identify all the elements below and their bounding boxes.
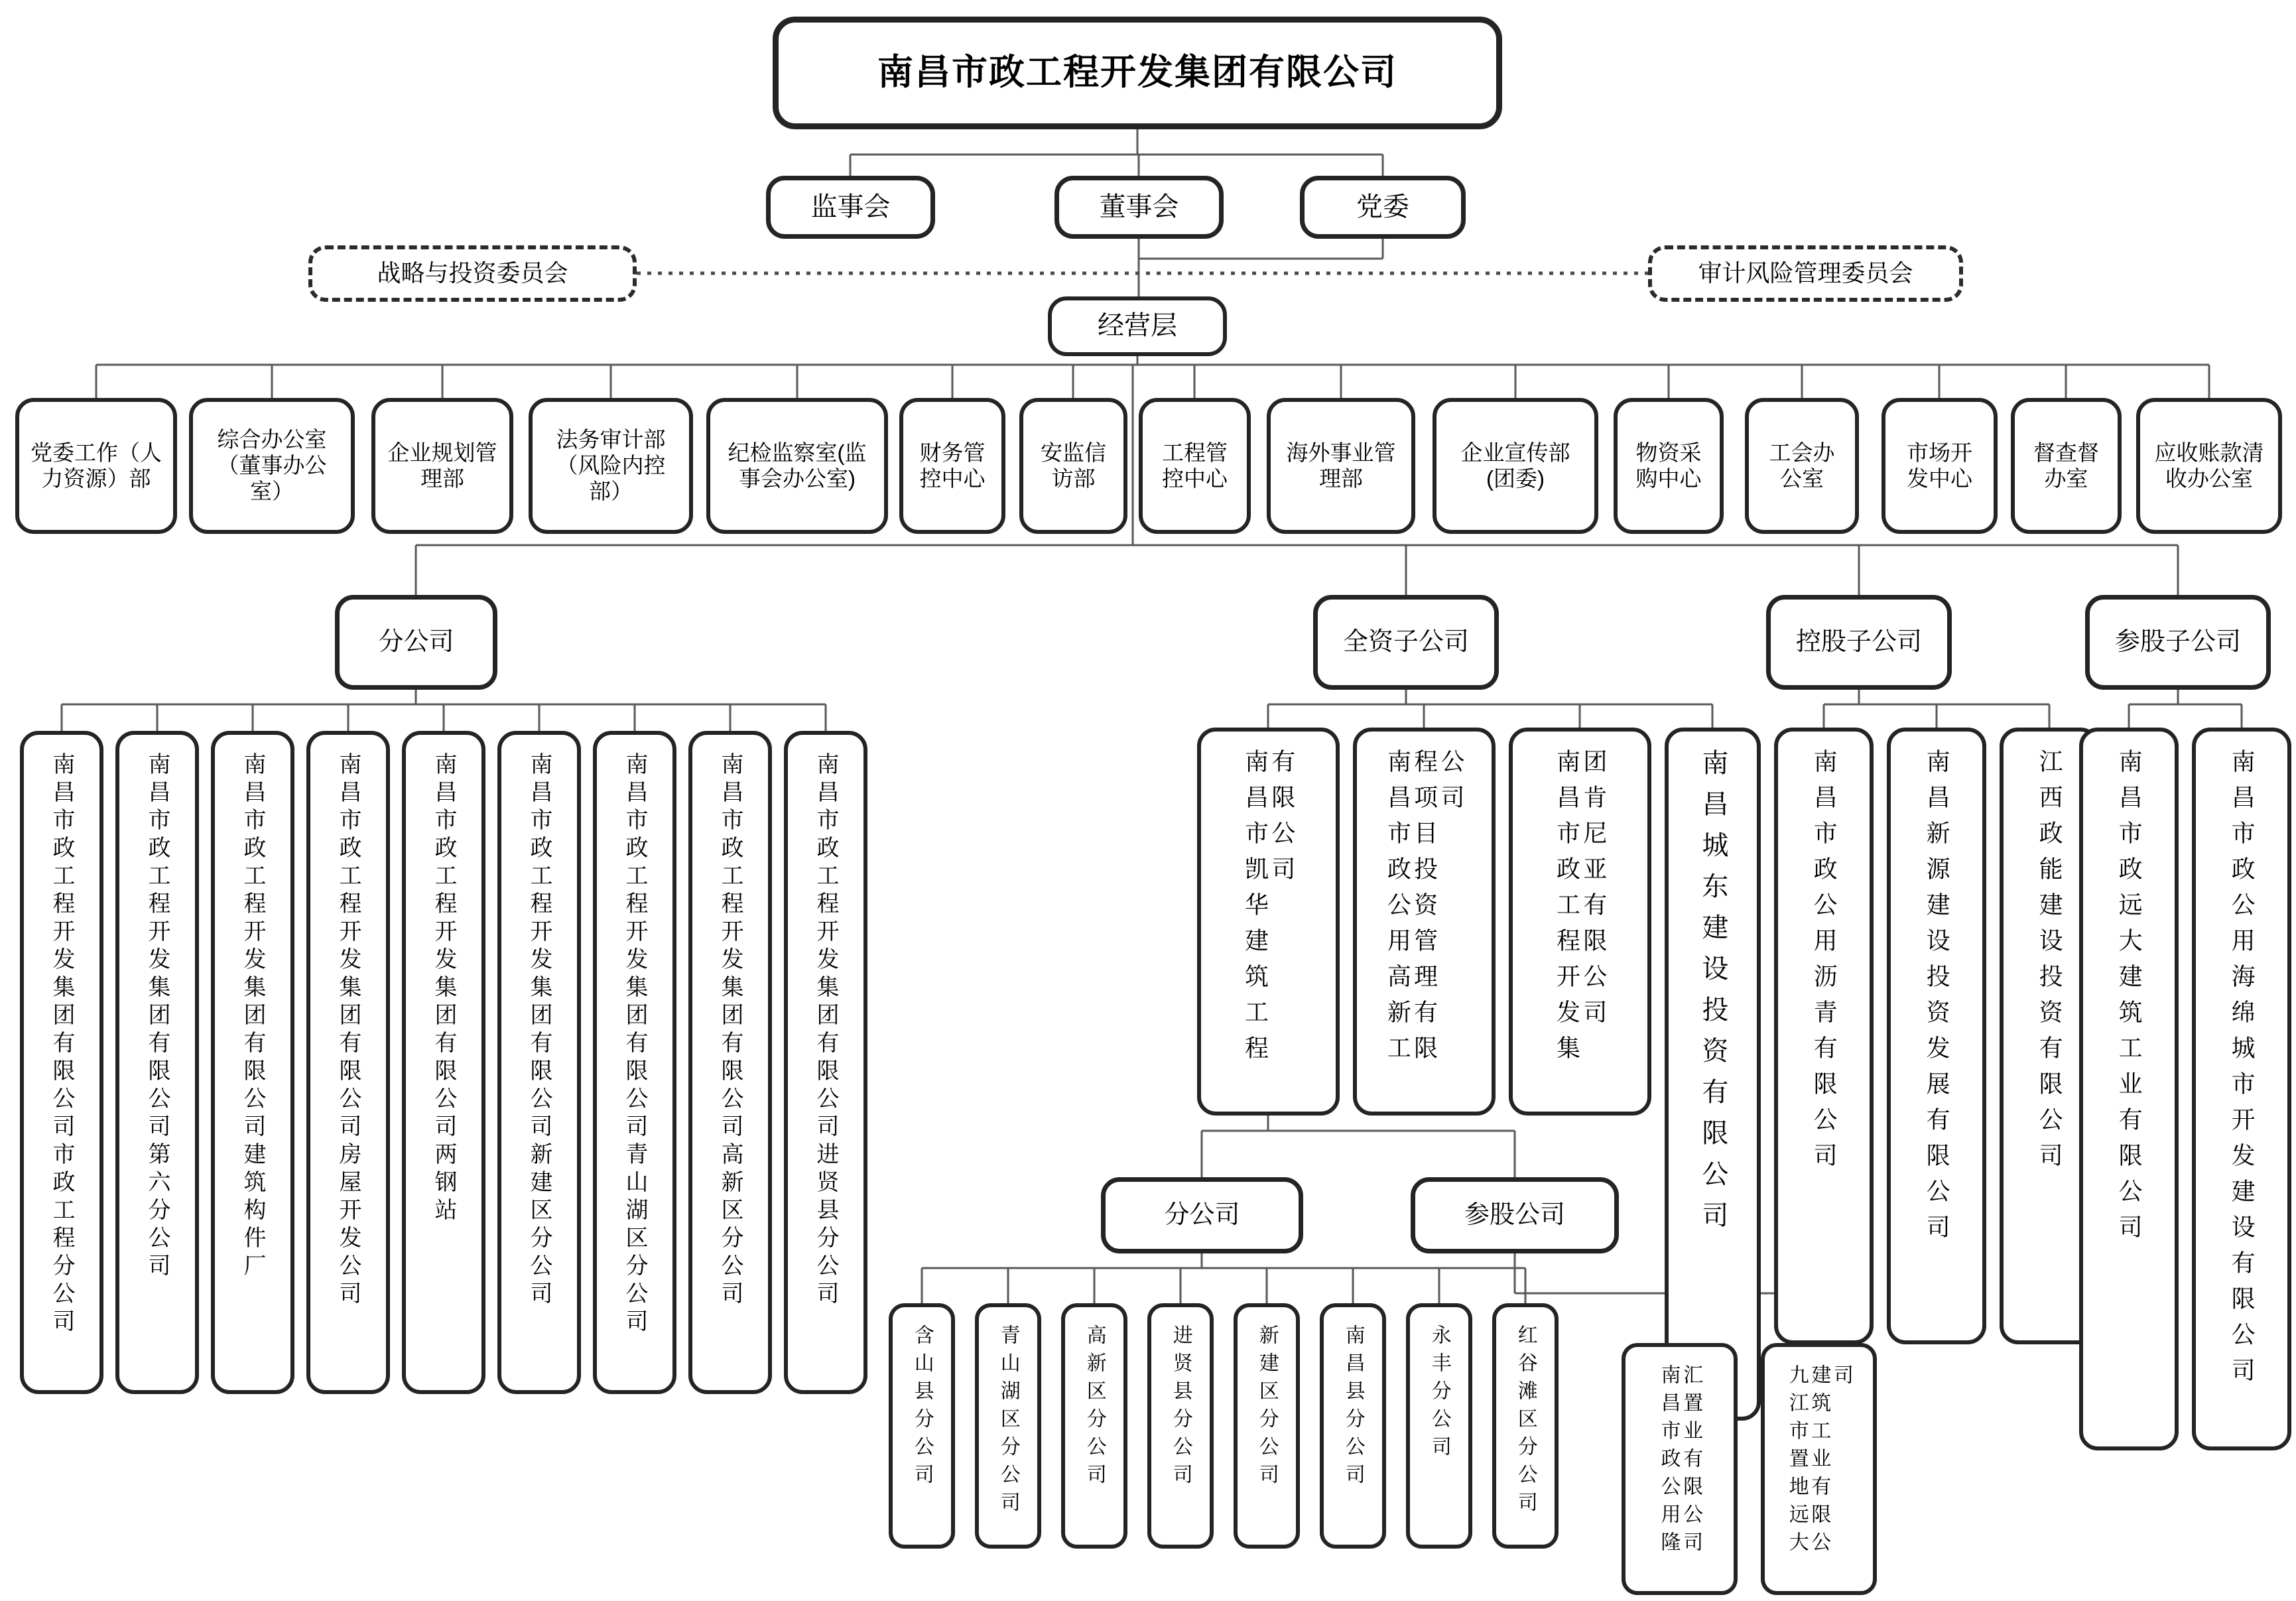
branch-company-box bbox=[784, 731, 867, 1394]
holding-subsidiary-box bbox=[1887, 728, 1986, 1344]
kaihua-branch-name: 含山县分公司 bbox=[911, 1324, 933, 1492]
kaihua-equity-category-box: 参股公司 bbox=[1411, 1177, 1619, 1253]
wholly-owned-subsidiary-box bbox=[1509, 728, 1651, 1116]
department-box: 党委工作（人力资源）部 bbox=[15, 398, 177, 534]
kaihua-branch-box bbox=[889, 1303, 955, 1549]
kaihua-branch-box bbox=[1147, 1303, 1214, 1549]
party-committee-box: 党委 bbox=[1300, 176, 1466, 239]
kaihua-branch-name: 青山湖区分公司 bbox=[997, 1324, 1019, 1519]
branch-company-name: 南昌市政工程开发集团有限公司建筑构件厂 bbox=[240, 752, 266, 1281]
branch-company-box bbox=[402, 731, 485, 1394]
department-box: 安监信访部 bbox=[1019, 398, 1127, 534]
equity-subsidiary-box bbox=[2192, 728, 2291, 1450]
subsidiary-name: 南昌新源建设投资发展有限公司 bbox=[1923, 749, 1951, 1250]
category-branch-companies-box: 分公司 bbox=[335, 595, 497, 690]
subsidiary-name: 南昌市政工程开发集团肯尼亚有限公司 bbox=[1553, 749, 1608, 1071]
branch-company-box bbox=[20, 731, 103, 1394]
kaihua-equity-company-box bbox=[1622, 1343, 1738, 1595]
kaihua-branch-box bbox=[1234, 1303, 1300, 1549]
subsidiary-name: 南昌市政远大建筑工业有限公司 bbox=[2116, 749, 2143, 1250]
kaihua-branch-box bbox=[1406, 1303, 1472, 1549]
kaihua-branch-name: 新建区分公司 bbox=[1255, 1324, 1278, 1492]
branch-company-box bbox=[593, 731, 676, 1394]
kaihua-branch-box bbox=[1320, 1303, 1386, 1549]
department-box: 工会办公室 bbox=[1745, 398, 1859, 534]
subsidiary-name: 南昌市政公用沥青有限公司 bbox=[1811, 749, 1838, 1179]
kaihua-branch-name: 南昌县分公司 bbox=[1342, 1324, 1364, 1492]
branch-company-name: 南昌市政工程开发集团有限公司新建区分公司 bbox=[527, 752, 552, 1309]
branch-company-name: 南昌市政工程开发集团有限公司青山湖区分公司 bbox=[622, 752, 648, 1337]
kaihua-equity-company-box bbox=[1761, 1343, 1877, 1595]
category-wholly-owned-box: 全资子公司 bbox=[1313, 595, 1499, 690]
department-box: 应收账款清收办公室 bbox=[2136, 398, 2282, 534]
kaihua-branch-name: 进贤县分公司 bbox=[1169, 1324, 1192, 1492]
wholly-owned-subsidiary-box bbox=[1353, 728, 1496, 1116]
kaihua-branch-box bbox=[1492, 1303, 1559, 1549]
branch-company-name: 南昌市政工程开发集团有限公司高新区分公司 bbox=[718, 752, 743, 1309]
branch-company-box bbox=[115, 731, 199, 1394]
kaihua-equity-company-name: 南昌市政公用隆汇置业有限公司 bbox=[1657, 1364, 1702, 1559]
management-layer-box: 经营层 bbox=[1048, 296, 1227, 356]
category-holding-subs-box: 控股子公司 bbox=[1766, 595, 1952, 690]
holding-subsidiary-box bbox=[1774, 728, 1874, 1344]
department-box: 企业宣传部(团委) bbox=[1433, 398, 1598, 534]
equity-subsidiary-box bbox=[2079, 728, 2179, 1450]
subsidiary-name: 南昌市政公用高新工程项目投资管理有限公司 bbox=[1384, 749, 1465, 1071]
branch-company-name: 南昌市政工程开发集团有限公司进贤县分公司 bbox=[813, 752, 839, 1309]
subsidiary-name: 南昌市凯华建筑工程有限公司 bbox=[1242, 749, 1296, 1071]
kaihua-branch-box bbox=[1061, 1303, 1127, 1549]
branch-company-box bbox=[306, 731, 390, 1394]
department-box: 物资采购中心 bbox=[1614, 398, 1724, 534]
kaihua-equity-company-name: 九江市置地远大建筑工业有限公司 bbox=[1785, 1364, 1852, 1559]
kaihua-branch-name: 永丰分公司 bbox=[1428, 1324, 1450, 1464]
strategy-investment-committee-box: 战略与投资委员会 bbox=[308, 245, 637, 302]
board-of-directors-box: 董事会 bbox=[1054, 176, 1224, 239]
subsidiary-name: 南昌城东建设投资有限公司 bbox=[1698, 749, 1728, 1242]
branch-company-name: 南昌市政工程开发集团有限公司第六分公司 bbox=[145, 752, 170, 1281]
kaihua-branch-box bbox=[975, 1303, 1041, 1549]
wholly-owned-subsidiary-box bbox=[1197, 728, 1340, 1116]
department-box: 综合办公室（董事办公室） bbox=[189, 398, 355, 534]
department-box: 法务审计部（风险内控部） bbox=[529, 398, 693, 534]
kaihua-branch-category-box: 分公司 bbox=[1101, 1177, 1303, 1253]
branch-company-box bbox=[688, 731, 772, 1394]
kaihua-branch-name: 红谷滩区分公司 bbox=[1514, 1324, 1537, 1519]
branch-company-name: 南昌市政工程开发集团有限公司两钢站 bbox=[431, 752, 457, 1226]
department-box: 工程管控中心 bbox=[1139, 398, 1251, 534]
branch-company-name: 南昌市政工程开发集团有限公司市政工程分公司 bbox=[49, 752, 75, 1337]
category-equity-subs-box: 参股子公司 bbox=[2085, 595, 2271, 690]
subsidiary-name: 江西政能建设投资有限公司 bbox=[2036, 749, 2064, 1179]
branch-company-name: 南昌市政工程开发集团有限公司房屋开发公司 bbox=[336, 752, 361, 1309]
supervisory-board-box: 监事会 bbox=[766, 176, 935, 239]
audit-risk-committee-box: 审计风险管理委员会 bbox=[1648, 245, 1963, 302]
department-box: 海外事业管理部 bbox=[1267, 398, 1415, 534]
subsidiary-name: 南昌市政公用海绵城市开发建设有限公司 bbox=[2228, 749, 2256, 1393]
branch-company-box bbox=[497, 731, 581, 1394]
department-box: 财务管控中心 bbox=[899, 398, 1005, 534]
department-box: 纪检监察室(监事会办公室) bbox=[706, 398, 888, 534]
group-root-box: 南昌市政工程开发集团有限公司 bbox=[773, 17, 1502, 129]
department-box: 督查督办室 bbox=[2011, 398, 2122, 534]
department-box: 企业规划管理部 bbox=[371, 398, 513, 534]
department-box: 市场开发中心 bbox=[1881, 398, 1998, 534]
branch-company-box bbox=[211, 731, 294, 1394]
kaihua-branch-name: 高新区分公司 bbox=[1083, 1324, 1106, 1492]
wholly-owned-subsidiary-box bbox=[1665, 728, 1761, 1421]
